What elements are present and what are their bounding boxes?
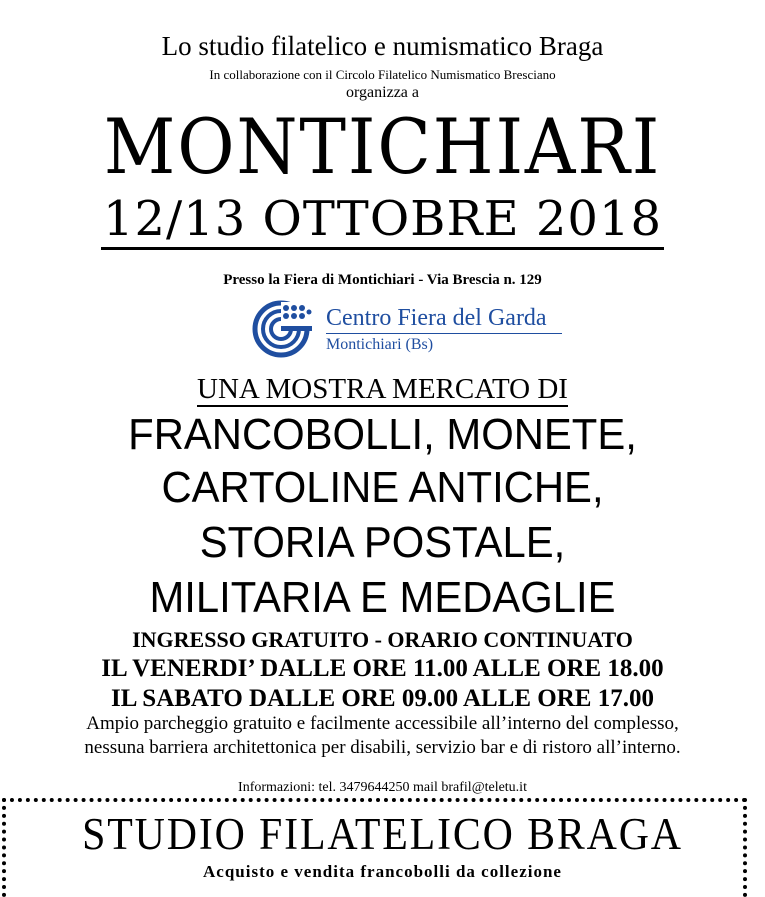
collaboration-line: In collaborazione con il Circolo Filatelico Numismatico Bresciano <box>209 67 556 82</box>
footer-title: STUDIO FILATELICO BRAGA <box>82 809 683 859</box>
amenities-line-2: nessuna barriera architettonica per disabili, servizio bar e di ristoro all’interno. <box>84 737 681 758</box>
centro-fiera-logo <box>252 300 572 360</box>
contact-info: Informazioni: tel. 3479644250 mail brafil@teletu.it <box>238 780 527 795</box>
logo-location: Montichiari (Bs) <box>326 336 434 353</box>
amenities-line-1: Ampio parcheggio gratuito e facilmente accessibile all’interno del complesso, <box>86 713 679 734</box>
logo-name: Centro Fiera del Garda <box>326 305 547 331</box>
centro-fiera-logo-icon <box>252 300 314 358</box>
event-venue: Presso la Fiera di Montichiari - Via Brescia n. 129 <box>223 272 542 288</box>
exhibition-item: MILITARIA E MEDAGLIE <box>149 573 616 622</box>
entry-info: INGRESSO GRATUITO - ORARIO CONTINUATO <box>132 627 633 652</box>
exhibition-intro-text: UNA MOSTRA MERCATO DI <box>197 373 568 405</box>
event-city: MONTICHIARI <box>103 102 662 191</box>
friday-hours: IL VENERDI’ DALLE ORE 11.00 ALLE ORE 18.00 <box>101 655 664 682</box>
event-dates-text: 12/13 OTTOBRE 2018 <box>101 191 664 250</box>
organizer-line: Lo studio filatelico e numismatico Braga <box>161 31 604 61</box>
exhibition-item: STORIA POSTALE, <box>199 518 566 567</box>
logo-divider <box>326 333 562 334</box>
event-dates <box>0 190 765 248</box>
organizes-line: organizza a <box>346 84 419 101</box>
exhibition-item: CARTOLINE ANTICHE, <box>161 463 604 512</box>
exhibition-intro <box>0 371 765 407</box>
exhibition-item: FRANCOBOLLI, MONETE, <box>128 410 637 459</box>
footer-subtitle: Acquisto e vendita francobolli da collezione <box>203 862 562 881</box>
saturday-hours: IL SABATO DALLE ORE 09.00 ALLE ORE 17.00 <box>111 685 654 712</box>
